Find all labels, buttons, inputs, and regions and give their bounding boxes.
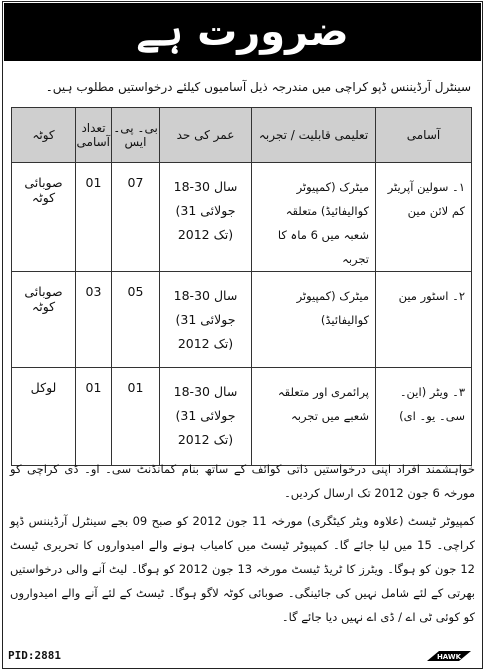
age-cutoff: (31 جولائی (175, 312, 236, 327)
age-year: 2012 تک) (177, 336, 234, 351)
notes-section (10, 457, 475, 633)
cell-age (160, 272, 252, 368)
cell-quota: لوکل (12, 368, 76, 466)
table-row (12, 272, 472, 368)
cell-bps: 05 (112, 272, 160, 368)
table-header-row (12, 108, 472, 163)
header-post: آسامی (376, 108, 472, 163)
cell-count: 03 (76, 272, 112, 368)
header-bps: بی۔ پی۔ ایس (112, 108, 160, 163)
cell-post: ۲۔ اسٹور مین (376, 272, 472, 368)
age-year: 2012 تک) (177, 432, 234, 447)
age-range: 18-30 سال (173, 288, 238, 303)
test-schedule-note: کمپیوٹر ٹیسٹ (علاوہ ویٹر کیٹگری) مورخہ 11 جون 2012 کو صبح 09 بجے سینٹرل آرڈیننس ڈپو کراچی۔ 15 میں لیا جائے گا۔ کمپیوٹر ٹیسٹ میں کامیاب ہونے والے امیدواروں کا تحریری ٹیسٹ 12 جون کو ہوگا۔ ویٹرز کا ٹریڈ ٹیسٹ مورخہ 13 جون 2012 کو ہوگا۔ لیٹ آنے والی درخواستیں بھرتی کے لئے شامل نہیں کی جائینگی۔ صوبائی کوٹہ لاگو ہوگا۔ ٹیسٹ کے لئے آنے والے امیدواروں کو کوئی ٹی اے / ڈی اے نہیں دیا جائے گا۔ (10, 514, 475, 624)
header-qualification: تعلیمی قابلیت / تجربہ (252, 108, 376, 163)
cell-age (160, 368, 252, 466)
cell-qualification: میٹرک (کمپیوٹر کوالیفائیڈ) (252, 272, 376, 368)
cell-post: ۱۔ سولین آپریٹر کم لائن مین (376, 163, 472, 272)
table-row (12, 163, 472, 272)
hawk-logo (425, 648, 473, 664)
age-cutoff: (31 جولائی (175, 203, 236, 218)
age-range: 18-30 سال (173, 179, 238, 194)
cell-age (160, 163, 252, 272)
intro-text: سینٹرل آرڈیننس ڈپو کراچی میں مندرجہ ذیل آسامیوں کیلئے درخواستیں مطلوب ہیں۔ (45, 80, 471, 94)
application-note: خواہشمند افراد اپنی درخواستیں ذاتی کوائف کے ساتھ بنام کمانڈنٹ سی۔ او۔ ڈی کراچی کو مورخہ 6 جون 2012 تک ارسال کردیں۔ (10, 462, 475, 500)
age-range: 18-30 سال (173, 384, 238, 399)
cell-bps: 01 (112, 368, 160, 466)
table-row (12, 368, 472, 466)
cell-qualification: پرائمری اور متعلقہ شعبے میں تجربہ (252, 368, 376, 466)
cell-post: ۳۔ ویٹر (این۔ سی۔ یو۔ ای) (376, 368, 472, 466)
age-cutoff: (31 جولائی (175, 408, 236, 423)
cell-quota: صوبائی کوٹہ (12, 272, 76, 368)
hawk-logo-text: HAWK (436, 653, 462, 661)
header-age: عمر کی حد (160, 108, 252, 163)
banner-title: ضرورت ہے (136, 9, 349, 55)
cell-bps: 07 (112, 163, 160, 272)
cell-quota: صوبائی کوٹہ (12, 163, 76, 272)
header-quota: کوٹہ (12, 108, 76, 163)
age-year: 2012 تک) (177, 227, 234, 242)
vacancies-table (11, 107, 472, 466)
cell-qualification: میٹرک (کمپیوٹر کوالیفائیڈ) متعلقہ شعبہ میں 6 ماہ کا تجربہ (252, 163, 376, 272)
pid-label: PID:2881 (8, 649, 61, 662)
cell-count: 01 (76, 163, 112, 272)
header-count: تعداد آسامی (76, 108, 112, 163)
cell-count: 01 (76, 368, 112, 466)
title-banner (4, 3, 481, 61)
